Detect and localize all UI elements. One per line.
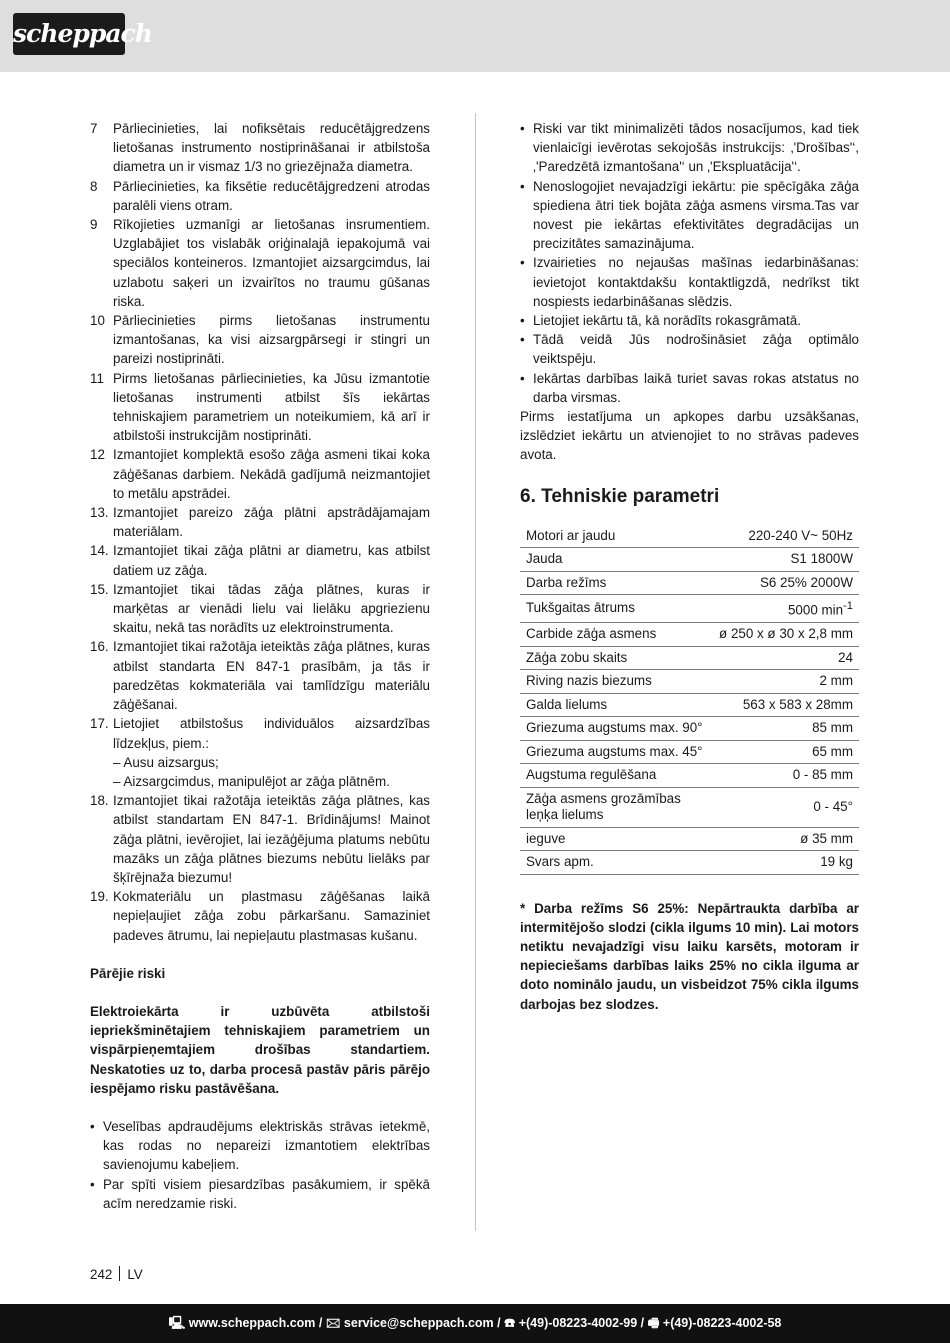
item-text [113,119,430,177]
bullet-icon: • [520,313,525,329]
bullet-item [90,1117,430,1175]
table-row [520,787,859,827]
item-text [113,791,430,887]
duty-cycle-footnote: * Darba režīms S6 25%: Nepārtraukta darbība ar intermitējošo slodzi (cikla ilgums 10 min). Lai motors netiktu nevajadzīgi visu laiku karsēts, motoram ir nepieciešams darbības laiks 25% no cikla ilguma ar doto nominālo jaudu, un visbeidzot 75% cikla ilgums darbojas bez slodzes. [520,900,859,1012]
table-row [520,693,859,717]
spec-value-text: 220-240 V~ 50Hz [748,527,853,543]
item-subpoint: – Ausu aizsargus; [113,754,219,770]
column-divider [475,113,476,1231]
list-item [90,445,430,503]
item-number: 18. [90,793,109,809]
contact-bar [0,1304,950,1343]
item-text [113,637,430,714]
spec-value [713,623,859,647]
spec-value [713,764,859,788]
spec-label: Griezuma augstums max. 90° [520,717,713,741]
spec-label: ieguve [520,827,713,851]
spec-label: Svars apm. [520,851,713,875]
spec-label: Carbide zāģa asmens [520,623,713,647]
bullet-text: Lietojiet iekārtu tā, kā norādīts rokasgrāmatā. [533,313,801,329]
spec-value-text: 24 [838,649,853,665]
item-text-main: Izmantojiet tikai zāģa plātni ar diametru, kas atbilst datiem uz zāģa. [113,543,430,578]
spec-value-text: 65 mm [812,743,853,759]
page-number-separator [119,1266,120,1281]
bullet-text: Nenoslogojiet nevajadzīgi iekārtu: pie spēcīgāka zāģa spiediena ātri tiek bojāta zāģa asmens virsma.Tas var novest pie iekārtas efektivitātes degradācijas un precizitātes samazinājuma. [533,178,859,252]
spec-value [713,787,859,827]
bullet-item [520,177,859,254]
right-column [520,119,859,1014]
spec-value [713,595,859,623]
section-title: 6. Tehniskie parametri [520,485,720,507]
page-number-area [90,1266,143,1282]
item-text-main: Izmantojiet tikai ražotāja ieteiktās zāģa plātnes, kuras atbilst standarta EN 847-1 prasībām, ja tās ir paredzētas kokmateriāla vai tamlīdzīgu materiālu zāģēšanai. [113,639,430,713]
table-row [520,740,859,764]
item-number: 11 [90,370,104,386]
risk-mitigation-list [520,119,859,407]
residual-risks-list [90,1117,430,1213]
bullet-icon: • [90,1176,95,1192]
item-text [113,714,430,791]
spec-label: Jauda [520,548,713,572]
list-item [90,119,430,177]
item-number: 12 [90,447,105,463]
table-row [520,571,859,595]
spec-value [713,693,859,717]
spec-value-text: ø 35 mm [800,830,853,846]
closing-paragraph: Pirms iestatījuma un apkopes darbu uzsākšanas, izslēdziet iekārtu un atvienojiet to no strāvas padeves avota. [520,409,859,463]
spec-table [520,525,859,875]
item-text-main: Pārliecinieties, ka fiksētie reducētājgredzeni atrodas paralēli viens otram. [113,178,430,213]
bullet-item [520,253,859,311]
item-text-main: Rīkojieties uzmanīgi ar lietošanas insrumentiem. Uzglabājiet tos vislabāk oriģinalajā iepakojumā vai speciālos konteineros. Izmantojiet aizsargcimdus, lai uzlabotu saķeri un izvairītos no traumu gūšanas riska. [113,217,430,309]
spec-value-superscript: -1 [843,600,853,613]
item-number: 13. [90,505,109,521]
residual-risks-intro: Elektroiekārta ir uzbūvēta atbilstoši iepriekšminētajiem tehniskajiem parametriem un vispārpieņemtajiem drošības standartiem. Neskatoties uz to, darba procesā pastāv pāris pārējo iespējamo risku pastāvēšana. [90,1003,430,1096]
spec-value [713,851,859,875]
spec-label: Galda lielums [520,693,713,717]
item-number: 7 [90,121,98,136]
list-item [90,215,430,311]
item-text-main: Kokmateriālu un plastmasu zāģēšanas laikā nepieļaujiet zāģa zobu pārkaršanu. Samaziniet padeves ātrumu, lai nepieļautu plastmasas kušanu. [113,889,430,943]
spec-value [713,740,859,764]
table-row [520,851,859,875]
item-number: 8 [90,178,98,194]
list-item [90,311,430,369]
table-row [520,525,859,548]
item-number: 19. [90,889,109,905]
spec-value-text: 5000 min [787,602,844,618]
bullet-item [90,1175,430,1213]
item-text [113,215,430,311]
bullet-icon: • [520,255,525,271]
safety-instructions-list [90,119,430,945]
contact-info: 🖳 www.scheppach.com / 🖂 service@scheppach.com / ☎ +(49)-08223-4002-99 / 🖷 +(49)-08223-4002-58 [168,1316,782,1330]
table-row [520,595,859,623]
spec-label: Tukšgaitas ātrums [520,595,713,623]
scheppach-logo: scheppach [13,13,125,55]
list-item [90,177,430,215]
item-number: 15. [90,581,109,597]
table-row [520,717,859,741]
item-text-main: Pārliecinieties, lai nofiksētais reducētājgredzens lietošanas instrumento nostiprināšanai ir atbilstoša diametra un ir vismaz 1/3 no griezējnaža diametra. [113,121,430,175]
item-text-main: Pārliecinieties pirms lietošanas instrumentu izmantošanas, ka visi aizsargpārsegi ir stingri un pareizi nostiprināti. [113,313,430,367]
list-item [90,637,430,714]
spec-value [713,548,859,572]
spec-label: Griezuma augstums max. 45° [520,740,713,764]
spec-value [713,670,859,694]
language-code: LV [127,1267,143,1282]
item-text [113,177,430,215]
bullet-text: Tādā veidā Jūs nodrošināsiet zāģa optimālo veiktspēju. [533,332,859,367]
bullet-text: Izvairieties no nejaušas mašīnas iedarbināšanas: ievietojot kontaktdakšu kontaktligzdā, nedrīkst tikt nospiests iedarbināšanas slēdzis. [533,255,859,309]
residual-risks-heading: Pārējie riski [90,965,166,981]
bullet-item [520,369,859,407]
item-text [113,369,430,446]
bullet-item [520,330,859,368]
item-text-main: Lietojiet atbilstošus individuālos aizsardzības līdzekļus, piem.: [113,716,430,751]
bullet-item [520,119,859,177]
spec-label: Zāģa asmens grozāmības leņķa lielums [520,787,713,827]
table-row [520,623,859,647]
bullet-icon: • [520,178,525,194]
item-text [113,887,430,945]
bullet-item [520,311,859,330]
spec-value-text: 85 mm [812,720,853,736]
left-column [90,119,430,1213]
item-text-main: Izmantojiet pareizo zāģa plātni apstrādājamajam materiālam. [113,505,430,540]
bullet-icon: • [520,332,525,348]
spec-value [713,717,859,741]
spec-value [713,646,859,670]
spec-label: Riving nazis biezums [520,670,713,694]
spec-value-text: 0 - 85 mm [792,767,853,783]
spec-label: Zāģa zobu skaits [520,646,713,670]
list-item [90,503,430,541]
spec-label: Augstuma regulēšana [520,764,713,788]
list-item [90,369,430,446]
spec-value [713,827,859,851]
spec-value [713,571,859,595]
bullet-text: Iekārtas darbības laikā turiet savas rokas atstatus no darba virsmas. [533,370,859,405]
spec-value-text: 19 kg [820,854,853,870]
page-header [0,0,950,72]
spec-value-text: 2 mm [819,673,853,689]
bullet-text: Veselības apdraudējums elektriskās strāvas ietekmē, kas rodas no nepareizi izmantotiem elektrības savienojumu kabeļiem. [103,1118,430,1173]
list-item [90,580,430,638]
spec-value-text: 563 x 583 x 28mm [742,696,853,712]
bullet-icon: • [90,1118,95,1134]
item-number: 16. [90,639,109,655]
bullet-icon: • [520,370,525,386]
item-text-main: Pirms lietošanas pārliecinieties, ka Jūsu izmantotie lietošanas instrumenti atbilst šīs iekārtas tehniskajiem parametriem un noteikumiem, kā arī ir atbilstoši instrukcijām nostiprināti. [113,370,430,444]
item-text [113,503,430,541]
table-row [520,646,859,670]
item-number: 10 [90,313,105,329]
table-row [520,827,859,851]
table-row [520,548,859,572]
table-row [520,764,859,788]
item-text [113,445,430,503]
item-text-main: Izmantojiet tikai ražotāja ieteiktās zāģa plātnes, kas atbilst standartam EN 847-1. Brīdinājums! Mainot zāģa plātni, ievērojiet, lai iezāģējuma platums nebūtu mazāks un zāģa plātnes biezums nebūtu lielāks par šķīrējnaža biezumu! [113,793,430,885]
bullet-text: Par spīti visiem piesardzības pasākumiem, ir spēkā acīm neredzamie riski. [103,1176,430,1211]
item-number: 9 [90,217,98,233]
item-text [113,311,430,369]
item-number: 14. [90,543,109,559]
bullet-icon: • [520,121,525,136]
item-text [113,541,430,579]
spec-label: Darba režīms [520,571,713,595]
spec-value-text: S1 1800W [790,551,853,567]
spec-value-text: S6 25% 2000W [759,574,853,590]
bullet-text: Riski var tikt minimalizēti tādos nosacījumos, kad tiek vienlaicīgi ievērotas sekojošās instrukcijs: ‚'Drošības'‘, ‚'Paredzētā izmantošana'‘ un ‚'Ekspluatācija'‘. [533,121,859,175]
item-text [113,580,430,638]
list-item [90,887,430,945]
spec-label: Motori ar jaudu [520,525,713,548]
spec-value-text: ø 250 x ø 30 x 2,8 mm [719,626,853,642]
item-text-main: Izmantojiet komplektā esošo zāģa asmeni tikai koka zāģēšanas darbiem. Nekādā gadījumā neizmantojiet to metālu apstrādei. [113,447,430,501]
item-subpoint: – Aizsargcimdus, manipulējot ar zāģa plātnēm. [113,773,390,789]
list-item [90,791,430,887]
table-row [520,670,859,694]
page-number: 242 [90,1267,113,1282]
spec-value-text: 0 - 45° [813,798,853,814]
list-item [90,541,430,579]
list-item [90,714,430,791]
item-text-main: Izmantojiet tikai tādas zāģa plātnes, kuras ir marķētas ar vienādi lielu vai lielāku apgriezienu skaitu, nekā tas norādīts uz elektroinstrumenta. [113,581,430,636]
spec-value [713,525,859,548]
item-number: 17. [90,716,109,732]
